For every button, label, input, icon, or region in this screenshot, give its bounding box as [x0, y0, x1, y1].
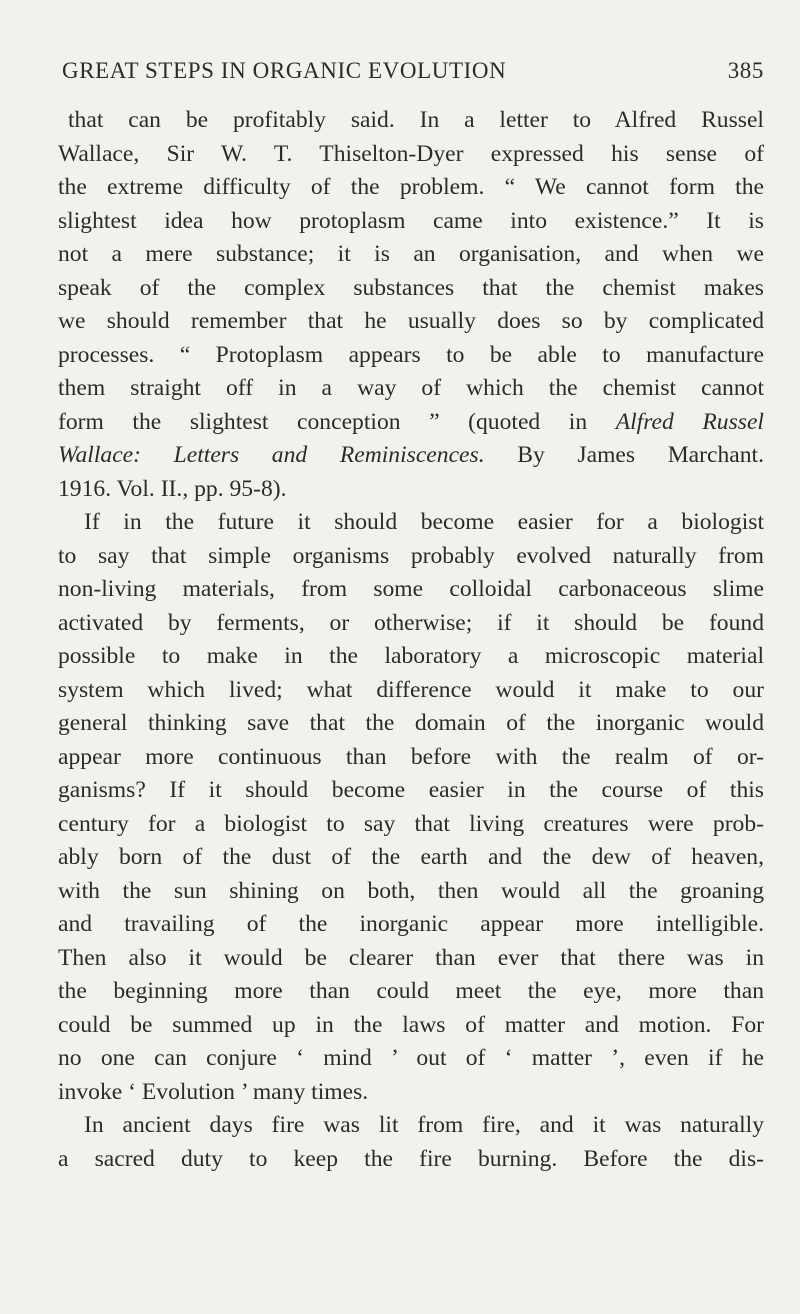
text-line: to say that simple organisms probably evolved naturally from	[58, 542, 764, 569]
text-line: no one can conjure ‘ mind ’ out of ‘ matter ’, even if he	[58, 1045, 764, 1071]
text-line: and travailing of the inorganic appear more intelligible.	[58, 911, 764, 937]
text-line: we should remember that he usually does so by complicated	[58, 308, 764, 334]
page-number: 385	[727, 58, 764, 83]
text-line: 1916. Vol. II., pp. 95-8).	[58, 475, 287, 502]
body-text	[58, 104, 764, 1176]
text-line: possible to make in the laboratory a microscopic material	[58, 643, 764, 669]
text-line: century for a biologist to say that living creatures were prob-	[58, 810, 764, 837]
book-page	[58, 58, 764, 1176]
text-line: general thinking save that the domain of the inorganic would	[58, 710, 764, 736]
text-line: form the slightest conception ” (quoted in Alfred Russel	[58, 408, 764, 435]
text-line: a sacred duty to keep the fire burning. Before the dis-	[58, 1145, 764, 1172]
text-line: activated by ferments, or otherwise; if it should be found	[58, 609, 764, 636]
text-line: slightest idea how protoplasm came into existence.” It is	[58, 207, 764, 234]
book-title-italic: Wallace: Letters and Reminiscences.	[58, 442, 485, 468]
text-line: ably born of the dust of the earth and the dew of heaven,	[58, 844, 764, 870]
text-line: non-living materials, from some colloidal carbonaceous slime	[58, 576, 764, 602]
text-line: the extreme difficulty of the problem. “ We cannot form the	[58, 174, 764, 200]
book-title-italic: Alfred Russel	[615, 408, 764, 435]
text-line: Wallace: Letters and Reminiscences. By James Marchant.	[58, 442, 764, 468]
text-line: with the sun shining on both, then would all the groaning	[58, 877, 764, 904]
text-line: appear more continuous than before with the realm of or-	[58, 743, 764, 770]
text-line: them straight off in a way of which the chemist cannot	[58, 375, 764, 401]
text-line: invoke ‘ Evolution ’ many times.	[58, 1078, 369, 1105]
text-line: processes. “ Protoplasm appears to be able to manufacture	[58, 341, 764, 368]
text-line: In ancient days fire was lit from fire, and it was naturally	[84, 1112, 764, 1138]
text-line: system which lived; what difference would it make to our	[58, 676, 764, 703]
text-line: Wallace, Sir W. T. Thiselton-Dyer expressed his sense of	[58, 140, 764, 167]
text-line: the beginning more than could meet the eye, more than	[58, 978, 764, 1004]
text-line: speak of the complex substances that the chemist makes	[58, 274, 764, 301]
running-head	[58, 58, 764, 98]
text-line: If in the future it should become easier for a biologist	[84, 509, 764, 535]
text-line: could be summed up in the laws of matter and motion. For	[58, 1011, 764, 1038]
text-line: not a mere substance; it is an organisation, and when we	[58, 241, 764, 267]
text-line: ganisms? If it should become easier in the course of this	[58, 777, 764, 803]
running-title: GREAT STEPS IN ORGANIC EVOLUTION	[62, 58, 507, 83]
text-line: Then also it would be clearer than ever that there was in	[58, 944, 764, 971]
text-line: that can be profitably said. In a letter to Alfred Russel	[68, 107, 764, 133]
